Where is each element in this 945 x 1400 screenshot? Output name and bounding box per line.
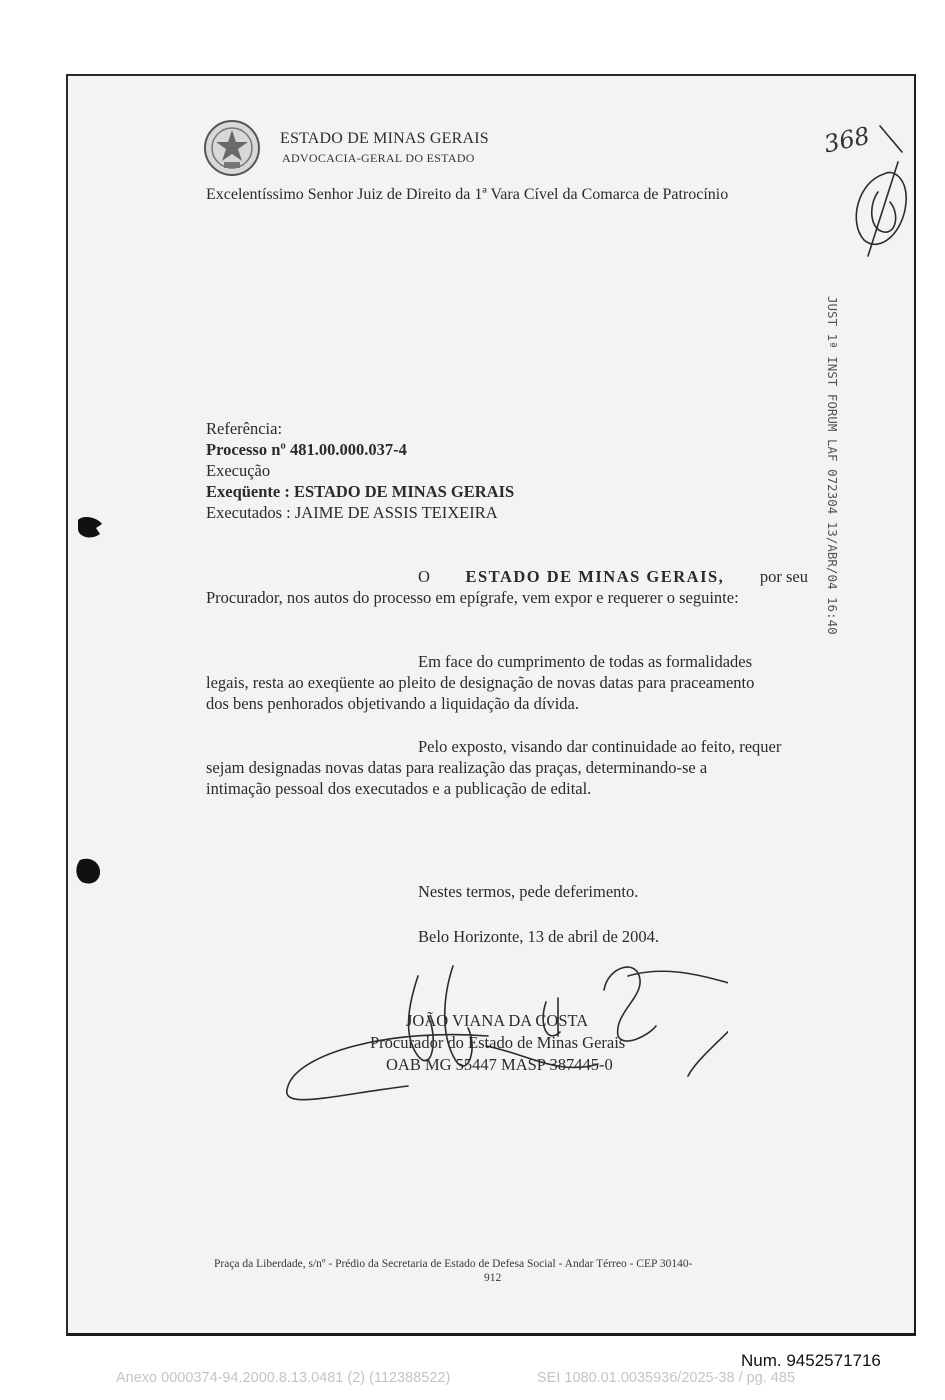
page-number-mark: 368 [821, 121, 873, 159]
reference-process: Processo nº 481.00.000.037-4 [206, 440, 407, 459]
reference-type: Execução [206, 461, 271, 480]
coat-of-arms-seal [202, 118, 262, 178]
court-receipt-stamp: JUST 1ª INST FORUM LAF 072304 13/ABR/04 16:40 [825, 296, 840, 635]
closing-request: Nestes termos, pede deferimento. [418, 882, 639, 901]
handwritten-signature [268, 936, 728, 1126]
sei-reference: SEI 1080.01.0035936/2025-38 / pg. 485 [537, 1370, 795, 1386]
paragraph-2-line-2: sejam designadas novas datas para realização das praças, determinando-se a [206, 758, 708, 777]
signer-ids: OAB MG 55447 MASP 387445-0 [386, 1055, 613, 1074]
intro-line-1 [418, 566, 808, 587]
header-state: ESTADO DE MINAS GERAIS [280, 130, 489, 147]
hole-punch-mark [74, 514, 106, 542]
footer-address-line-2: 912 [484, 1272, 502, 1284]
reference-plaintiff: Exeqüente : ESTADO DE MINAS GERAIS [206, 482, 515, 501]
reference-label: Referência: [206, 419, 283, 438]
signer-role: Procurador do Estado de Minas Gerais [370, 1033, 626, 1052]
addressee: Excelentíssimo Senhor Juiz de Direito da 1ª Vara Cível da Comarca de Patrocínio [206, 186, 729, 203]
scanned-page [66, 74, 916, 1336]
paragraph-1-line-2: legais, resta ao exeqüente ao pleito de designação de novas datas para praceamento [206, 673, 755, 692]
reference-defendants: Executados : JAIME DE ASSIS TEIXEIRA [206, 503, 498, 522]
paragraph-2-line-1: Pelo exposto, visando dar continuidade ao feito, requer [418, 737, 782, 756]
annex-reference: Anexo 0000374-94.2000.8.13.0481 (2) (112388522) [116, 1370, 451, 1386]
footer-address-line-1: Praça da Liberdade, s/nº - Prédio da Secretaria de Estado de Defesa Social - Andar Térreo - CEP 30140- [214, 1258, 693, 1270]
intro-line-2: Procurador, nos autos do processo em epígrafe, vem expor e requerer o seguinte: [206, 588, 739, 607]
signer-name: JOÃO VIANA DA COSTA [406, 1011, 589, 1030]
paragraph-2-line-3: intimação pessoal dos executados e a publicação de edital. [206, 779, 592, 798]
closing-place-date: Belo Horizonte, 13 de abril de 2004. [418, 927, 660, 946]
hole-punch-mark [74, 856, 104, 888]
document-number: Num. 9452571716 [741, 1351, 881, 1370]
intro-lead: O [418, 567, 430, 586]
intro-tail: por seu [759, 567, 808, 586]
header-office: ADVOCACIA-GERAL DO ESTADO [282, 151, 475, 165]
handwritten-flourish-mark [828, 122, 912, 262]
paragraph-1-line-3: dos bens penhorados objetivando a liquidação da dívida. [206, 694, 579, 713]
paragraph-1-line-1: Em face do cumprimento de todas as formalidades [418, 652, 753, 671]
intro-bold: ESTADO DE MINAS GERAIS, [465, 567, 725, 586]
